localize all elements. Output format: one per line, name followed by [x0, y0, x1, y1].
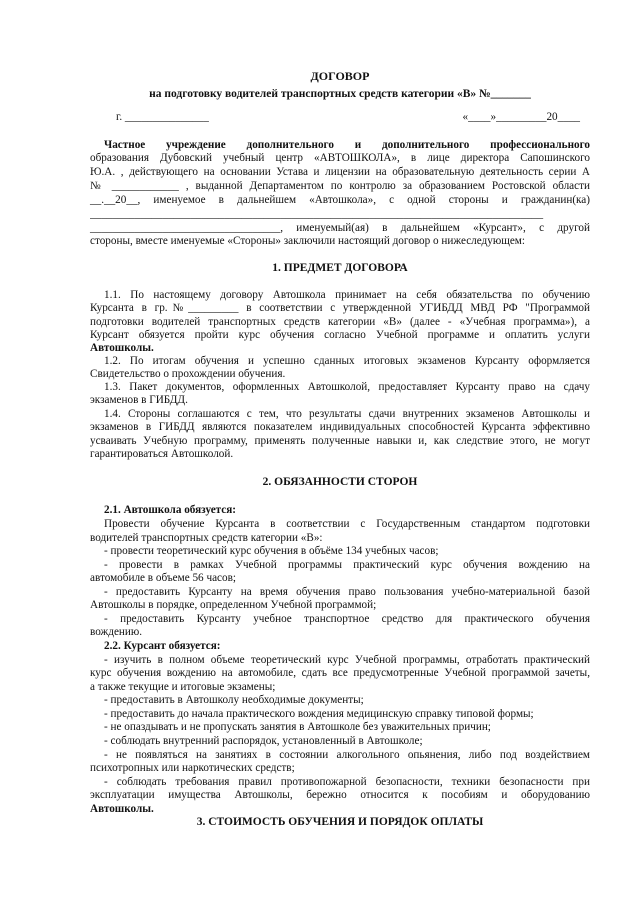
paragraph-line: Курсант обязуется пройти курс обучения согласно Учебной программе и оплатить услуги — [90, 329, 590, 341]
list-item: - изучить в полном объеме теоретический курс Учебной программы, отработать практический — [104, 654, 590, 666]
intro-line: образования Дубовский учебный центр «АВТОШКОЛА», в лице директора Сапошинского — [90, 152, 590, 164]
paragraph-line: усваивать Учебную программу, применять полученные навыки и, как следствие этого, не могут — [90, 435, 590, 447]
list-item: - предоставить в Автошколу необходимые документы; — [104, 694, 364, 706]
intro-line: № ____________ , выданной Департаментом по контролю за образованием Ростовской области — [90, 180, 590, 192]
section-heading: 2. ОБЯЗАННОСТИ СТОРОН — [262, 476, 418, 488]
list-item: Автошколы. — [90, 803, 154, 815]
list-item: - соблюдать внутренний распорядок, установленный в Автошколе; — [104, 735, 423, 747]
intro-blank-line: _________________________________________________________________________________ — [90, 208, 544, 220]
paragraph-line: экзаменов в ГИБДД являются показателем индивидуальных способностей Курсанта эффективно — [90, 421, 590, 433]
intro-line: __.__20__, именуемое в дальнейшем «Автошкола», с одной стороны и гражданин(ка) — [90, 194, 590, 206]
intro-line: __________________________________, именуемый(ая) в дальнейшем «Курсант», с другой — [90, 222, 590, 234]
paragraph-line: Свидетельство о прохождении обучения. — [90, 368, 286, 380]
paragraph-line: 1.4. Стороны соглашаются с тем, что результаты сдачи внутренних экзаменов Автошколы и — [104, 408, 590, 420]
document-title: ДОГОВОР — [310, 69, 370, 83]
paragraph-line: Провести обучение Курсанта в соответствии с Государственным стандартом подготовки — [104, 518, 590, 530]
list-item: - провести теоретический курс обучения в объёме 134 учебных часов; — [104, 545, 439, 557]
intro-line: Ю.А. , действующего на основании Устава и лицензии на образовательную деятельность серии А — [90, 166, 590, 178]
list-item: вождению. — [90, 626, 143, 638]
list-item: - соблюдать требования правил противопожарной безопасности, техники безопасности при — [104, 776, 590, 788]
intro-line: стороны, вместе именуемые «Стороны» заключили настоящий договор о нижеследующем: — [90, 235, 525, 247]
list-item: автомобиле в объеме 56 часов; — [90, 572, 236, 584]
list-item: - предоставить Курсанту учебное транспортное средство для практического обучения — [104, 613, 590, 625]
paragraph-line: 1.3. Пакет документов, оформленных Автошколой, предоставляет Курсанту право на сдачу — [104, 381, 590, 393]
list-item: психотропных или наркотических средств; — [90, 762, 295, 774]
list-item: эксплуатации имущества Автошколы, бережно относится к пособиям и оборудованию — [90, 789, 590, 801]
list-item: - предоставить до начала практического вождения медицинскую справку типовой формы; — [104, 708, 534, 720]
list-item: - провести в рамках Учебной программы практический курс обучения вождению на — [104, 559, 590, 571]
list-item: - не появляться на занятиях в состоянии алкогольного опьянения, либо под воздействием — [104, 749, 590, 761]
list-item: а также текущие и итоговые экзамены; — [90, 681, 276, 693]
list-item: - не опаздывать и не пропускать занятия в Автошколе без уважительных причин; — [104, 721, 491, 733]
paragraph-line: 1.1. По настоящему договору Автошкола принимает на себя обязательства по обучению — [104, 289, 590, 301]
paragraph-line: гарантироваться Автошколой. — [90, 448, 234, 460]
paragraph-line: подготовки водителей транспортных средств категории «В» (далее - «Учебная программа»), а — [90, 316, 590, 328]
paragraph-line: экзаменов в ГИБДД. — [90, 394, 188, 406]
paragraph-line: 1.2. По итогам обучения и успешно сданных итоговых экзаменов Курсанту оформляется — [104, 355, 590, 367]
date-line: «____»_________20____ — [462, 111, 580, 123]
city-line: г. _______________ — [116, 111, 209, 123]
document-subtitle: на подготовку водителей транспортных средств категории «В» №_______ — [149, 88, 531, 100]
section-heading: 3. СТОИМОСТЬ ОБУЧЕНИЯ И ПОРЯДОК ОПЛАТЫ — [196, 816, 484, 828]
subsection-heading: 2.2. Курсант обязуется: — [104, 640, 221, 652]
paragraph-line: водителей транспортных средств категории «В»: — [90, 532, 323, 544]
intro-line: Частное учреждение дополнительного и дополнительного профессионального — [104, 139, 590, 151]
list-item: - предоставить Курсанту на время обучения право пользования учебно-материальной базой — [104, 586, 590, 598]
paragraph-line: Автошколы. — [90, 342, 154, 354]
list-item: курс обучения вождению на автомобиле, сдать все предусмотренные Учебной программой зачеты, — [90, 667, 590, 679]
subsection-heading: 2.1. Автошкола обязуется: — [104, 504, 237, 516]
list-item: Автошколы в порядке, определенном Учебной программой; — [90, 599, 377, 611]
paragraph-line: Курсанта в гр.№_________ в соответствии с утвержденной УГИБДД МВД РФ "Программой — [90, 302, 590, 314]
section-heading: 1. ПРЕДМЕТ ДОГОВОРА — [272, 262, 408, 274]
